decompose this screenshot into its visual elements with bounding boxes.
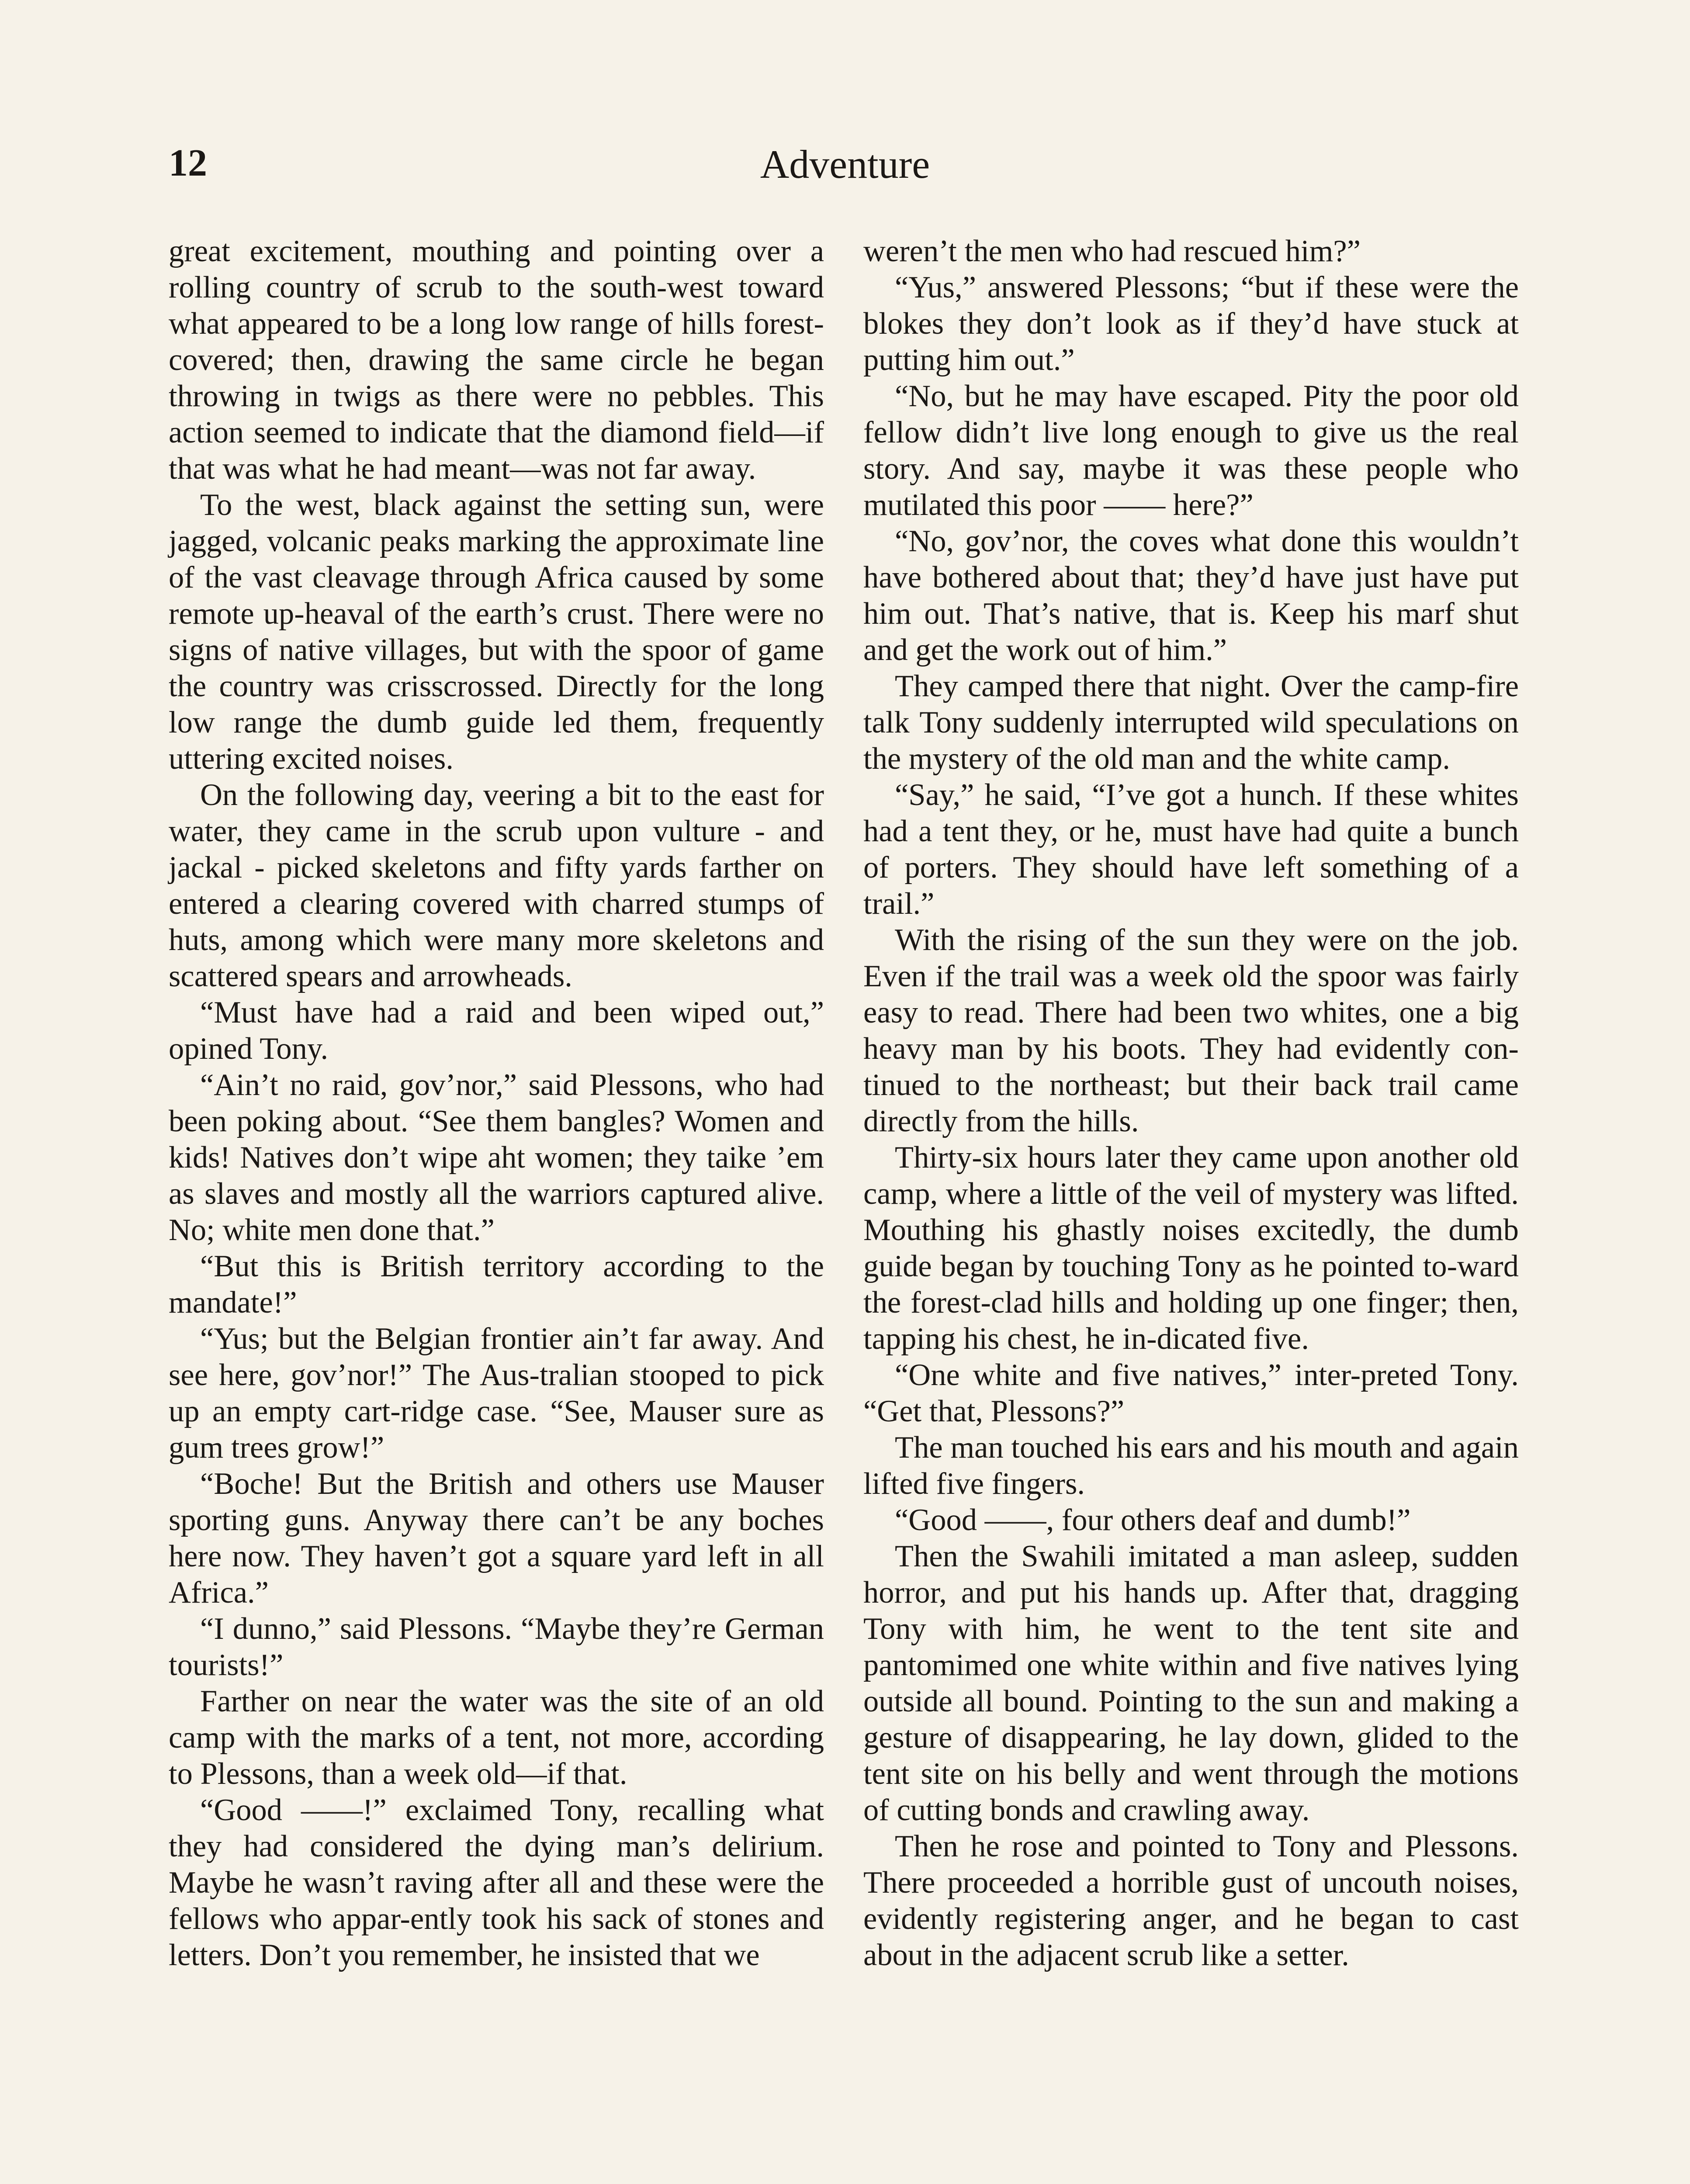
paragraph: “Yus; but the Belgian frontier ain’t far away. And see here, gov’nor!” The Aus-tralian stooped to pick up an empty cart-ridge case. “See, Mauser sure as gum trees grow!”	[169, 1322, 824, 1465]
paragraph: “Yus,” answered Plessons; “but if these were the blokes they don’t look as if they’d have stuck at putting him out.”	[863, 270, 1519, 377]
paragraph: “One white and five natives,” inter-preted Tony. “Get that, Plessons?”	[863, 1358, 1519, 1428]
right-column	[863, 233, 1519, 1973]
paragraph: Then he rose and pointed to Tony and Plessons. There proceeded a horrible gust of uncouth noises, evidently registering anger, and he began to cast about in the adjacent scrub like a setter.	[863, 1829, 1519, 1972]
paragraph: With the rising of the sun they were on the job. Even if the trail was a week old the spoor was fairly easy to read. There had been two whites, one a big heavy man by his boots. They had evidently con-tinued to the northeast; but their back trail came directly from the hills.	[863, 923, 1519, 1138]
running-title: Adventure	[760, 142, 930, 187]
paragraph: They camped there that night. Over the camp-fire talk Tony suddenly interrupted wild speculations on the mystery of the old man and the white camp.	[863, 669, 1519, 776]
paragraph: “Boche! But the British and others use Mauser sporting guns. Anyway there can’t be any boches here now. They haven’t got a square yard left in all Africa.”	[169, 1467, 824, 1610]
paragraph: “Must have had a raid and been wiped out,” opined Tony.	[169, 995, 824, 1066]
paragraph: “Good ——, four others deaf and dumb!”	[895, 1503, 1411, 1537]
paragraph: weren’t the men who had rescued him?”	[863, 234, 1361, 268]
paragraph: “No, but he may have escaped. Pity the poor old fellow didn’t live long enough to give us the real story. And say, maybe it was these people who mutilated this poor —— here?”	[863, 379, 1519, 522]
left-column	[169, 233, 824, 1973]
paragraph: The man touched his ears and his mouth and again lifted five fingers.	[863, 1431, 1519, 1501]
paragraph: “I dunno,” said Plessons. “Maybe they’re German tourists!”	[169, 1612, 824, 1682]
paragraph: great excitement, mouthing and pointing over a rolling country of scrub to the south-west toward what appeared to be a long low range of hills forest-covered; then, drawing the same circle he began throwing in twigs as there were no pebbles. This action seemed to indicate that the diamond field—if that was what he had meant—was not far away.	[169, 234, 824, 486]
paragraph: “Say,” he said, “I’ve got a hunch. If these whites had a tent they, or he, must have had quite a bunch of porters. They should have left something of a trail.”	[863, 778, 1519, 921]
paragraph: “No, gov’nor, the coves what done this wouldn’t have bothered about that; they’d have just have put him out. That’s native, that is. Keep his marf shut and get the work out of him.”	[863, 524, 1519, 667]
paragraph: On the following day, veering a bit to the east for water, they came in the scrub upon vulture - and jackal - picked skeletons and fifty yards farther on entered a clearing covered with charred stumps of huts, among which were many more skeletons and scattered spears and arrowheads.	[169, 778, 824, 993]
paragraph: To the west, black against the setting sun, were jagged, volcanic peaks marking the approximate line of the vast cleavage through Africa caused by some remote up-heaval of the earth’s crust. There were no signs of native villages, but with the spoor of game the country was crisscrossed. Directly for the long low range the dumb guide led them, frequently uttering excited noises.	[169, 488, 824, 776]
paragraph: Thirty-six hours later they came upon another old camp, where a little of the veil of mystery was lifted. Mouthing his ghastly noises excitedly, the dumb guide began by touching Tony as he pointed to-ward the forest-clad hills and holding up one finger; then, tapping his chest, he in-dicated five.	[863, 1140, 1519, 1356]
paragraph: “Ain’t no raid, gov’nor,” said Plessons, who had been poking about. “See them bangles? Women and kids! Natives don’t wipe aht women; they taike ’em as slaves and mostly all the warriors captured alive. No; white men done that.”	[169, 1068, 824, 1247]
page-number: 12	[169, 142, 207, 184]
paragraph: “Good ——!” exclaimed Tony, recalling what they had considered the dying man’s delirium. Maybe he wasn’t raving after all and these were the fellows who appar-ently took his sack of stones and letters. Don’t you remember, he insisted that we	[169, 1793, 824, 1972]
paragraph: “But this is British territory according to the mandate!”	[169, 1249, 824, 1320]
paragraph: Then the Swahili imitated a man asleep, sudden horror, and put his hands up. After that, dragging Tony with him, he went to the tent site and pantomimed one white within and five natives lying outside all bound. Pointing to the sun and making a gesture of disappearing, he lay down, glided to the tent site on his belly and went through the motions of cutting bonds and crawling away.	[863, 1539, 1519, 1827]
paragraph: Farther on near the water was the site of an old camp with the marks of a tent, not more, according to Plessons, than a week old—if that.	[169, 1684, 824, 1791]
